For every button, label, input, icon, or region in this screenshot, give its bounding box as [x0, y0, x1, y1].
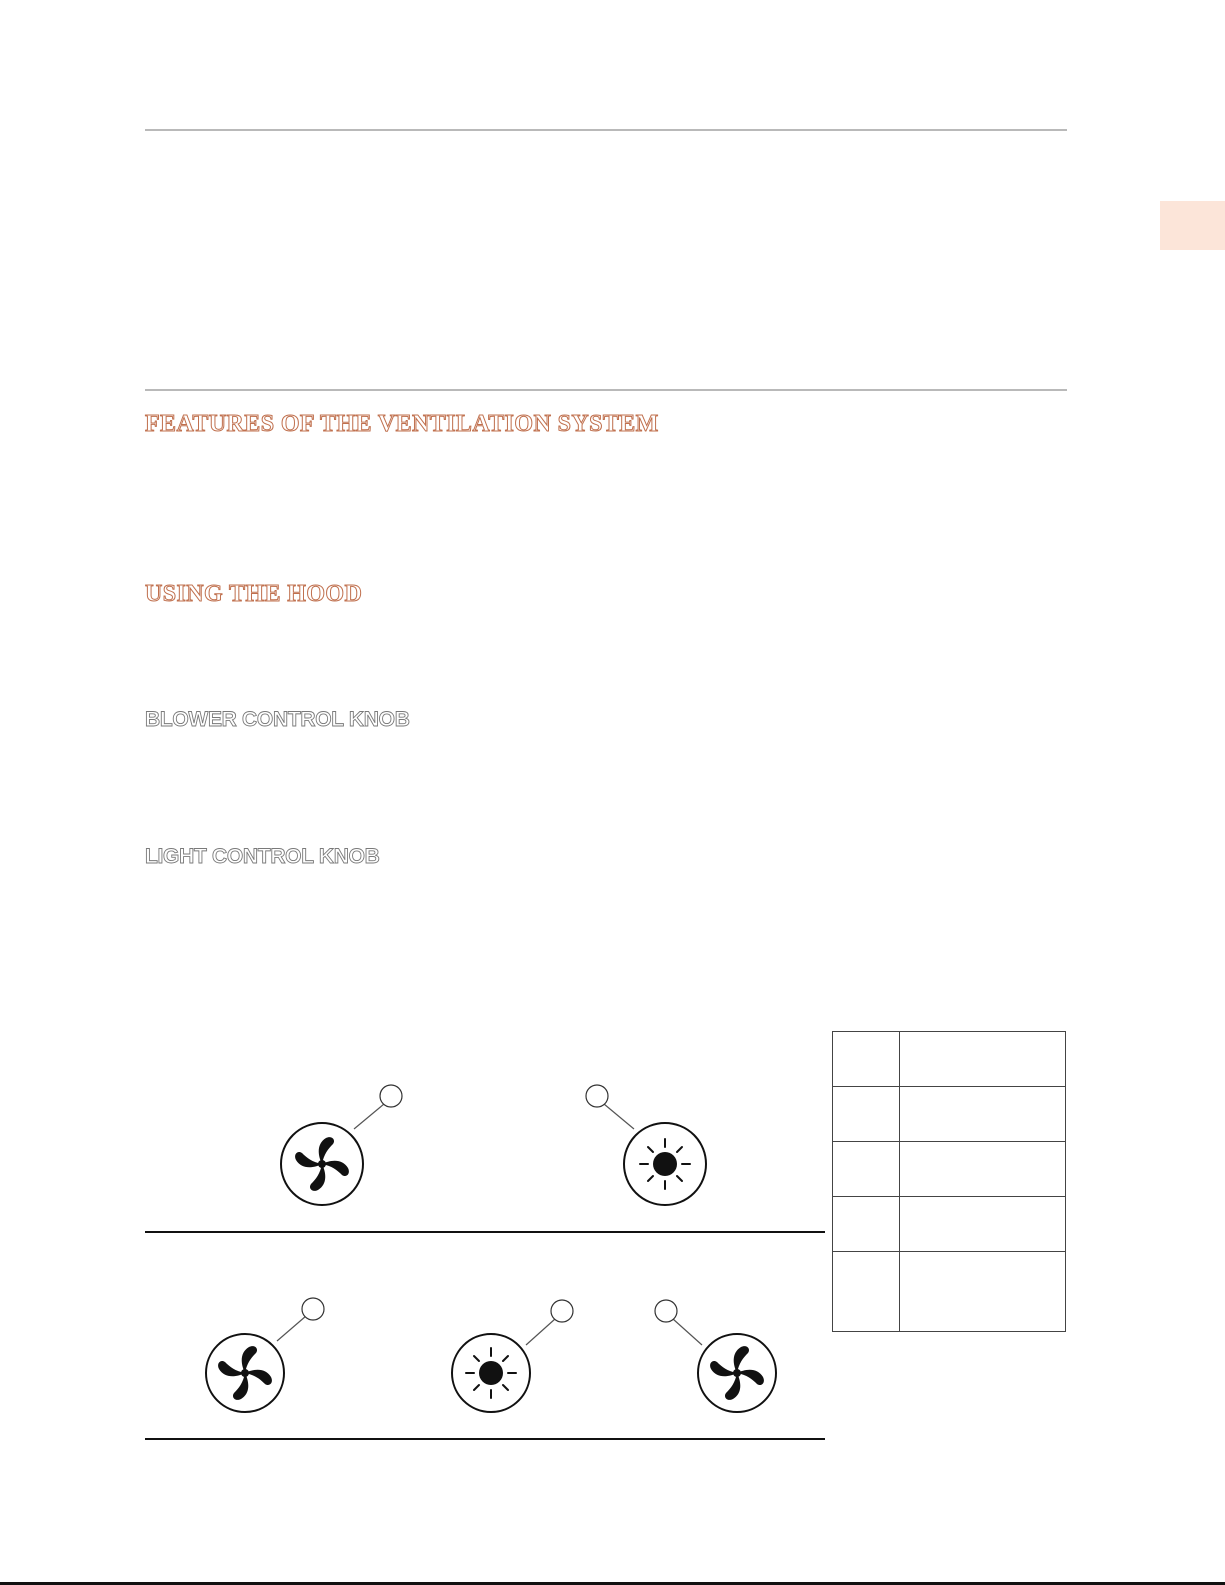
- top-light-knob: [624, 1123, 706, 1205]
- callout-marker: [655, 1300, 677, 1322]
- callout-legend-table: [832, 1031, 1066, 1332]
- legend-description: [900, 1142, 1066, 1197]
- callout-leader: [277, 1316, 306, 1341]
- callout-marker: [302, 1298, 324, 1320]
- legend-row: [833, 1032, 1066, 1087]
- legend-description: [900, 1252, 1066, 1332]
- legend-description: [900, 1197, 1066, 1252]
- top-blower-knob: [281, 1123, 363, 1205]
- callout-leader: [354, 1104, 384, 1129]
- bottom-light-knob: [452, 1334, 530, 1412]
- legend-description: [900, 1032, 1066, 1087]
- callout-leader: [673, 1319, 702, 1345]
- features-heading: FEATURES OF THE VENTILATION SYSTEM: [145, 411, 659, 437]
- legend-key: [833, 1032, 900, 1087]
- legend-key: [833, 1087, 900, 1142]
- legend-row: [833, 1197, 1066, 1252]
- light-knob-heading: LIGHT CONTROL KNOB: [145, 845, 380, 868]
- using-hood-heading: USING THE HOOD: [145, 581, 363, 607]
- legend-row: [833, 1252, 1066, 1332]
- bottom-blower-knob-left: [206, 1334, 284, 1412]
- blower-knob-heading: BLOWER CONTROL KNOB: [145, 708, 410, 731]
- sun-icon: [466, 1348, 516, 1398]
- legend-row: [833, 1142, 1066, 1197]
- legend-key: [833, 1252, 900, 1332]
- callout-marker: [551, 1300, 573, 1322]
- legend-key: [833, 1142, 900, 1197]
- callout-marker: [586, 1085, 608, 1107]
- callout-leader: [604, 1104, 634, 1129]
- callout-leader: [526, 1319, 555, 1345]
- legend-row: [833, 1087, 1066, 1142]
- sun-icon: [640, 1139, 690, 1189]
- callout-marker: [380, 1085, 402, 1107]
- bottom-blower-knob-right: [698, 1334, 776, 1412]
- legend-description: [900, 1087, 1066, 1142]
- legend-key: [833, 1197, 900, 1252]
